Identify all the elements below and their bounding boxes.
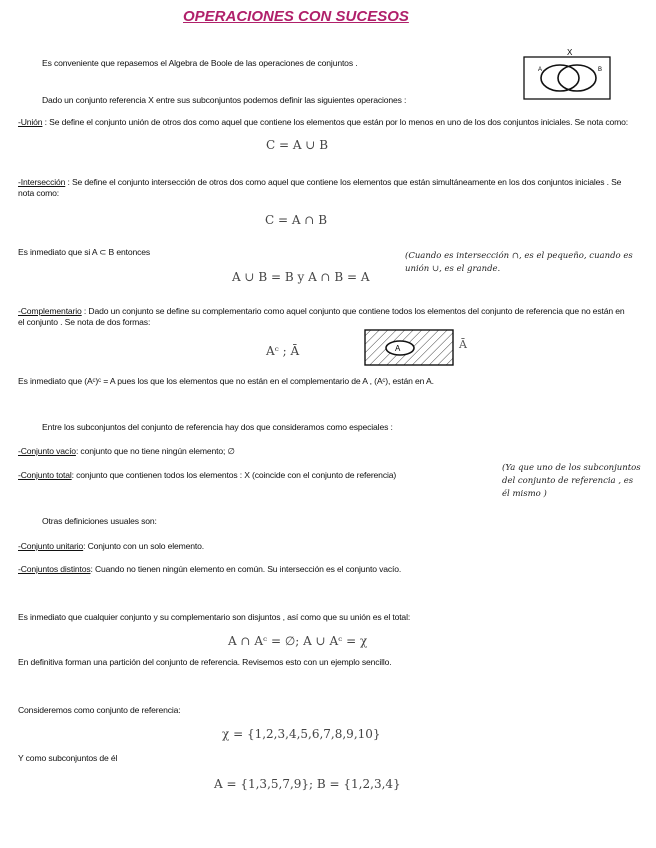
complement-definition: [18, 306, 630, 328]
empty-set-definition: [18, 446, 235, 457]
subset-text: Es inmediato que si A ⊂ B entonces: [18, 247, 151, 257]
disjoint-sets-definition: [18, 564, 401, 575]
other-definitions-intro: Otras definiciones usuales son:: [42, 516, 157, 526]
consider-text: Consideremos como conjunto de referencia:: [18, 705, 181, 715]
partition-text: En definitiva forman una partición del conjunto de referencia. Revisemos esto con un ejemplo sencillo.: [18, 657, 392, 667]
intersection-term: -Intersección: [18, 177, 66, 187]
complement-diagram: [364, 328, 480, 368]
venn-universe-label: X: [567, 48, 573, 57]
subsets-intro: Y como subconjuntos de él: [18, 753, 118, 763]
union-definition: [18, 117, 628, 128]
unitary-set-definition: [18, 541, 204, 552]
disjoint-formula: A ∩ Aᶜ = ∅; A ∪ Aᶜ = χ: [228, 634, 368, 648]
complement-diagram-side-label: Ā: [459, 338, 467, 351]
total-set-definition: [18, 470, 396, 481]
subsets-formula: A = {1,3,5,7,9}; B = {1,2,3,4}: [214, 777, 401, 791]
intersection-definition: [18, 177, 630, 199]
union-formula: C = A ∪ B: [266, 138, 329, 152]
total-set-term: -Conjunto total: [18, 470, 72, 480]
venn-diagram: [522, 47, 614, 103]
complement-diagram-label: A: [395, 344, 401, 353]
disjoint-sets-text: : Cuando no tienen ningún elemento en común. Su intersección es el conjunto vacío.: [90, 564, 402, 574]
intro-text: Es conveniente que repasemos el Algebra de Boole de las operaciones de conjuntos .: [42, 58, 358, 68]
complement-text: : Dado un conjunto se define su complementario como aquel conjunto que contiene todos los elementos del conjunto de referencia que no están en el conjunto . Se nota de dos formas:: [18, 306, 625, 327]
venn-label-b: B: [598, 67, 603, 73]
venn-label-a: A: [538, 67, 543, 73]
handwritten-note-total: (Ya que uno de los subconjuntos del conjunto de referencia , es él mismo ): [502, 463, 641, 499]
special-sets-intro: Entre los subconjuntos del conjunto de referencia hay dos que consideramos como especiales :: [42, 422, 393, 432]
unitary-set-term: -Conjunto unitario: [18, 541, 84, 551]
intersection-formula: C = A ∩ B: [265, 213, 328, 227]
unitary-set-text: : Conjunto con un solo elemento.: [83, 541, 204, 551]
reference-set-formula: χ = {1,2,3,4,5,6,7,8,9,10}: [222, 727, 381, 741]
intersection-text: : Se define el conjunto intersección de otros dos como aquel que contiene los elementos que están simultáneamente en los dos conjuntos iniciales . Se nota como:: [18, 177, 622, 198]
complement-term: -Complementario: [18, 306, 82, 316]
disjoint-sets-term: -Conjuntos distintos: [18, 564, 91, 574]
empty-set-term: -Conjunto vacío: [18, 446, 76, 456]
disjoint-complement-text: Es inmediato que cualquier conjunto y su complementario son disjuntos , así como que su unión es el total:: [18, 612, 411, 622]
union-text: : Se define el conjunto unión de otros dos como aquel que contiene los elementos que están por lo menos en uno de los dos conjuntos iniciales. Se nota como:: [44, 117, 629, 127]
empty-set-text: : conjunto que no tiene ningún elemento; ∅: [75, 446, 235, 456]
subset-formula: A ∪ B = B y A ∩ B = A: [232, 270, 370, 284]
page-title: OPERACIONES CON SUCESOS: [183, 8, 409, 25]
handwritten-note-union-intersection: (Cuando es intersección ∩, es el pequeño, cuando es unión ∪, es el grande.: [405, 251, 633, 274]
total-set-text: : conjunto que contienen todos los elementos : X (coincide con el conjunto de referencia): [71, 470, 397, 480]
complement-formula: Aᶜ ; Ā: [266, 344, 300, 358]
reference-intro: Dado un conjunto referencia X entre sus subconjuntos podemos definir las siguientes operaciones :: [42, 95, 407, 105]
double-complement-text: Es inmediato que (Aᶜ)ᶜ = A pues los que los elementos que no están en el complementario de A , (Aᶜ), están en A.: [18, 376, 434, 386]
union-term: -Unión: [18, 117, 43, 127]
